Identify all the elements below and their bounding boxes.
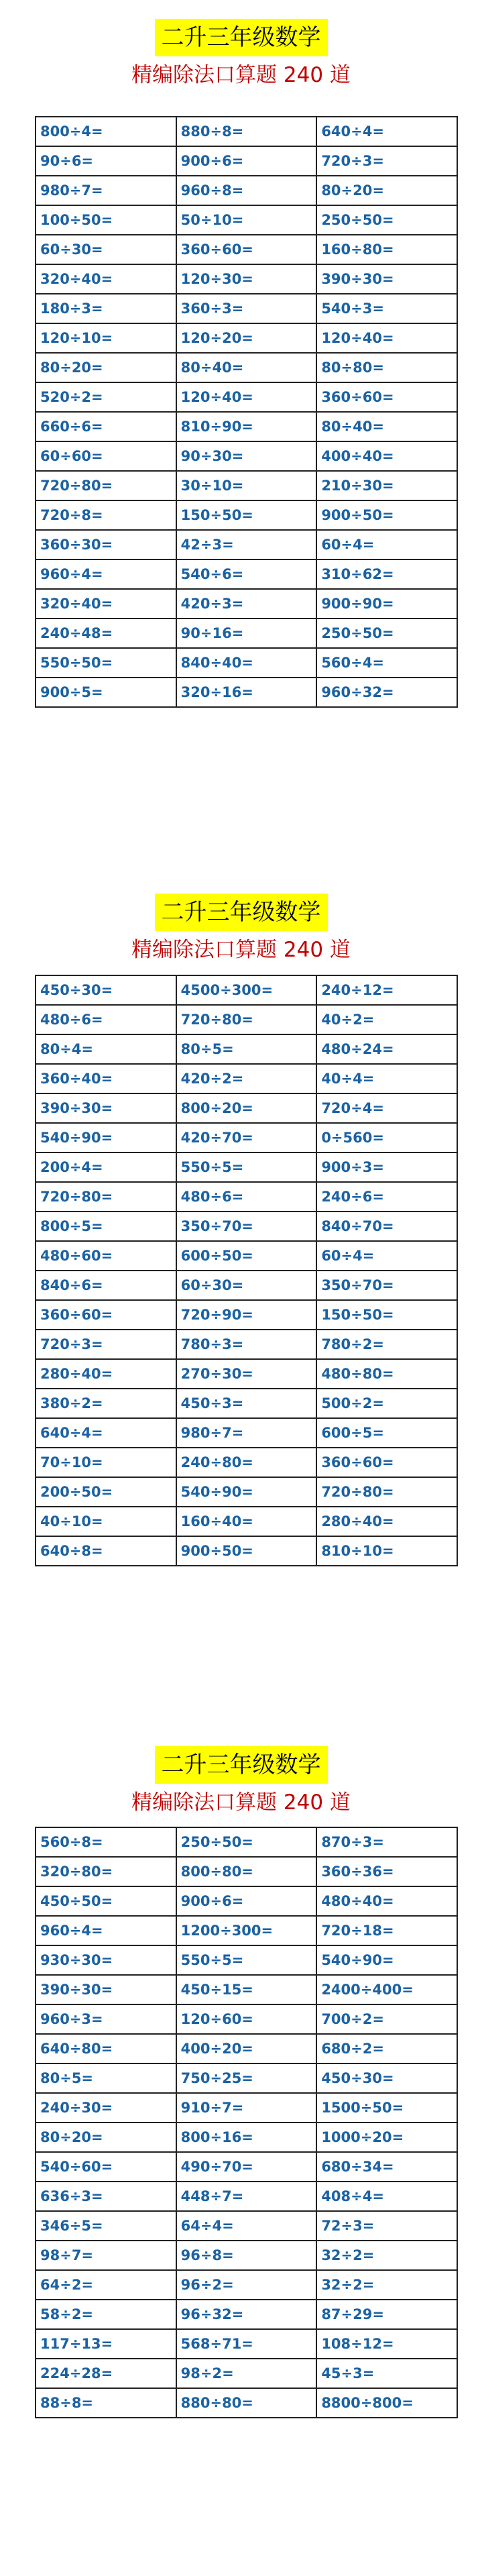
table-row	[36, 2034, 457, 2063]
table-row	[36, 1152, 457, 1182]
problem-cell: 480÷24=	[316, 1034, 457, 1064]
table-row	[36, 1886, 457, 1916]
table-row	[36, 264, 457, 294]
table-row	[36, 1536, 457, 1566]
table-row	[36, 294, 457, 323]
problem-cell: 80÷20=	[36, 353, 176, 382]
problem-cell: 480÷80=	[316, 1359, 457, 1389]
table-row	[36, 1916, 457, 1945]
problem-cell: 900÷6=	[176, 146, 317, 176]
problem-cell: 240÷48=	[36, 619, 176, 648]
table-row	[36, 1975, 457, 2004]
problem-cell: 72÷3=	[316, 2211, 457, 2241]
table-row	[36, 1064, 457, 1093]
worksheet-subtitle: 精编除法口算题 240 道	[131, 1790, 351, 1815]
problem-cell: 780÷3=	[176, 1330, 317, 1359]
problem-cell: 450÷3=	[176, 1389, 317, 1418]
problem-cell: 90÷16=	[176, 619, 317, 648]
problem-cell: 640÷4=	[316, 117, 457, 146]
problem-cell: 640÷4=	[36, 1418, 176, 1448]
table-row	[36, 2329, 457, 2359]
problem-cell: 96÷2=	[176, 2270, 317, 2300]
problem-cell: 810÷90=	[176, 412, 317, 441]
table-row	[36, 2270, 457, 2300]
problem-cell: 320÷40=	[36, 589, 176, 619]
table-row	[36, 146, 457, 176]
problem-cell: 360÷3=	[176, 294, 317, 323]
table-row	[36, 530, 457, 559]
problem-cell: 900÷5=	[36, 678, 176, 707]
problem-cell: 80÷4=	[36, 1034, 176, 1064]
problem-cell: 360÷60=	[316, 1448, 457, 1477]
table-row	[36, 441, 457, 471]
problem-cell: 960÷8=	[176, 176, 317, 205]
problem-cell: 240÷80=	[176, 1448, 317, 1477]
problem-cell: 800÷4=	[36, 117, 176, 146]
problem-cell: 390÷30=	[36, 1093, 176, 1123]
problem-cell: 4500÷300=	[176, 975, 317, 1005]
table-row	[36, 2004, 457, 2034]
problem-cell: 880÷80=	[176, 2388, 317, 2418]
table-row	[36, 1477, 457, 1507]
problem-cell: 960÷3=	[36, 2004, 176, 2034]
problem-cell: 240÷30=	[36, 2093, 176, 2123]
problem-table-3	[35, 1827, 458, 2418]
table-row	[36, 648, 457, 678]
problem-cell: 800÷16=	[176, 2123, 317, 2152]
table-row	[36, 1212, 457, 1241]
problem-cell: 390÷30=	[316, 264, 457, 294]
problem-cell: 108÷12=	[316, 2329, 457, 2359]
problem-cell: 200÷50=	[36, 1477, 176, 1507]
problem-cell: 980÷7=	[176, 1418, 317, 1448]
worksheet-2	[0, 894, 482, 965]
problem-cell: 910÷7=	[176, 2093, 317, 2123]
problem-cell: 800÷80=	[176, 1857, 317, 1886]
problem-cell: 500÷2=	[316, 1389, 457, 1418]
problem-cell: 380÷2=	[36, 1389, 176, 1418]
problem-cell: 64÷2=	[36, 2270, 176, 2300]
table-row	[36, 619, 457, 648]
problem-cell: 30÷10=	[176, 471, 317, 500]
problem-cell: 640÷80=	[36, 2034, 176, 2063]
problem-cell: 1500÷50=	[316, 2093, 457, 2123]
problem-cell: 448÷7=	[176, 2182, 317, 2211]
problem-cell: 390÷30=	[36, 1975, 176, 2004]
worksheet-title: 二升三年级数学	[155, 894, 328, 931]
problem-cell: 420÷2=	[176, 1064, 317, 1093]
problem-cell: 840÷70=	[316, 1212, 457, 1241]
problem-cell: 568÷71=	[176, 2329, 317, 2359]
problem-cell: 360÷60=	[176, 235, 317, 264]
problem-cell: 400÷40=	[316, 441, 457, 471]
problem-cell: 720÷3=	[316, 146, 457, 176]
problem-cell: 60÷4=	[316, 1241, 457, 1271]
problem-cell: 90÷30=	[176, 441, 317, 471]
problem-cell: 420÷70=	[176, 1123, 317, 1152]
problem-cell: 80÷80=	[316, 353, 457, 382]
worksheet-subtitle: 精编除法口算题 240 道	[131, 63, 351, 87]
problem-cell: 550÷50=	[36, 648, 176, 678]
problem-cell: 870÷3=	[316, 1827, 457, 1857]
problem-table-1	[35, 116, 458, 708]
worksheet-title: 二升三年级数学	[155, 1746, 328, 1784]
problem-cell: 120÷60=	[176, 2004, 317, 2034]
problem-cell: 250÷50=	[176, 1827, 317, 1857]
problem-cell: 550÷5=	[176, 1945, 317, 1975]
problem-cell: 1000÷20=	[316, 2123, 457, 2152]
problem-cell: 720÷80=	[36, 471, 176, 500]
problem-cell: 80÷40=	[176, 353, 317, 382]
problem-cell: 540÷60=	[36, 2152, 176, 2182]
problem-cell: 680÷2=	[316, 2034, 457, 2063]
problem-cell: 540÷90=	[176, 1477, 317, 1507]
table-row	[36, 589, 457, 619]
problem-cell: 900÷50=	[316, 500, 457, 530]
problem-cell: 960÷32=	[316, 678, 457, 707]
problem-cell: 550÷5=	[176, 1152, 317, 1182]
table-row	[36, 1093, 457, 1123]
problem-cell: 210÷30=	[316, 471, 457, 500]
problem-cell: 720÷8=	[36, 500, 176, 530]
problem-cell: 87÷29=	[316, 2300, 457, 2329]
problem-cell: 660÷6=	[36, 412, 176, 441]
problem-cell: 80÷20=	[36, 2123, 176, 2152]
problem-cell: 270÷30=	[176, 1359, 317, 1389]
problem-cell: 80÷5=	[176, 1034, 317, 1064]
problem-cell: 120÷10=	[36, 323, 176, 353]
problem-cell: 480÷60=	[36, 1241, 176, 1271]
problem-cell: 150÷50=	[316, 1300, 457, 1330]
table-row	[36, 2359, 457, 2388]
problem-cell: 150÷50=	[176, 500, 317, 530]
problem-cell: 420÷3=	[176, 589, 317, 619]
problem-cell: 320÷80=	[36, 1857, 176, 1886]
problem-cell: 90÷6=	[36, 146, 176, 176]
table-row	[36, 176, 457, 205]
table-row	[36, 1507, 457, 1536]
table-row	[36, 323, 457, 353]
problem-cell: 800÷20=	[176, 1093, 317, 1123]
problem-cell: 350÷70=	[316, 1271, 457, 1300]
table-row	[36, 1418, 457, 1448]
problem-cell: 700÷2=	[316, 2004, 457, 2034]
table-row	[36, 353, 457, 382]
problem-cell: 160÷40=	[176, 1507, 317, 1536]
problem-cell: 636÷3=	[36, 2182, 176, 2211]
table-row	[36, 1271, 457, 1300]
worksheet-3	[0, 1746, 482, 1817]
table-row	[36, 2093, 457, 2123]
table-row	[36, 2123, 457, 2152]
problem-cell: 900÷6=	[176, 1886, 317, 1916]
problem-cell: 80÷40=	[316, 412, 457, 441]
table-row	[36, 1241, 457, 1271]
problem-cell: 900÷90=	[316, 589, 457, 619]
problem-cell: 400÷20=	[176, 2034, 317, 2063]
problem-cell: 810÷10=	[316, 1536, 457, 1566]
problem-cell: 250÷50=	[316, 205, 457, 235]
table-row	[36, 412, 457, 441]
table-row	[36, 2300, 457, 2329]
problem-cell: 64÷4=	[176, 2211, 317, 2241]
problem-cell: 80÷20=	[316, 176, 457, 205]
table-row	[36, 1389, 457, 1418]
problem-cell: 490÷70=	[176, 2152, 317, 2182]
problem-cell: 600÷50=	[176, 1241, 317, 1271]
worksheet-title: 二升三年级数学	[155, 19, 328, 56]
table-row	[36, 1034, 457, 1064]
table-row	[36, 2388, 457, 2418]
table-row	[36, 678, 457, 707]
problem-cell: 120÷40=	[316, 323, 457, 353]
problem-cell: 117÷13=	[36, 2329, 176, 2359]
problem-cell: 408÷4=	[316, 2182, 457, 2211]
table-row	[36, 1359, 457, 1389]
problem-cell: 180÷3=	[36, 294, 176, 323]
problem-cell: 240÷12=	[316, 975, 457, 1005]
problem-cell: 540÷6=	[176, 559, 317, 589]
problem-cell: 240÷6=	[316, 1182, 457, 1212]
table-row	[36, 1182, 457, 1212]
problem-cell: 930÷30=	[36, 1945, 176, 1975]
table-row	[36, 2241, 457, 2270]
problem-cell: 42÷3=	[176, 530, 317, 559]
table-row	[36, 2211, 457, 2241]
problem-cell: 840÷40=	[176, 648, 317, 678]
table-row	[36, 2063, 457, 2093]
problem-cell: 360÷40=	[36, 1064, 176, 1093]
table-row	[36, 2152, 457, 2182]
problem-cell: 32÷2=	[316, 2241, 457, 2270]
problem-cell: 720÷18=	[316, 1916, 457, 1945]
table-row	[36, 559, 457, 589]
problem-cell: 480÷6=	[36, 1005, 176, 1034]
problem-cell: 200÷4=	[36, 1152, 176, 1182]
problem-cell: 560÷8=	[36, 1827, 176, 1857]
problem-cell: 58÷2=	[36, 2300, 176, 2329]
problem-cell: 720÷80=	[176, 1005, 317, 1034]
problem-cell: 480÷6=	[176, 1182, 317, 1212]
problem-cell: 32÷2=	[316, 2270, 457, 2300]
problem-cell: 540÷90=	[36, 1123, 176, 1152]
table-row	[36, 1330, 457, 1359]
table-row	[36, 235, 457, 264]
problem-cell: 224÷28=	[36, 2359, 176, 2388]
problem-cell: 60÷30=	[36, 235, 176, 264]
table-row	[36, 205, 457, 235]
problem-table-2	[35, 975, 458, 1566]
problem-cell: 280÷40=	[36, 1359, 176, 1389]
problem-cell: 960÷4=	[36, 1916, 176, 1945]
problem-cell: 120÷30=	[176, 264, 317, 294]
problem-cell: 98÷7=	[36, 2241, 176, 2270]
problem-cell: 680÷34=	[316, 2152, 457, 2182]
problem-cell: 60÷4=	[316, 530, 457, 559]
problem-cell: 160÷80=	[316, 235, 457, 264]
problem-cell: 98÷2=	[176, 2359, 317, 2388]
table-row	[36, 1448, 457, 1477]
problem-cell: 70÷10=	[36, 1448, 176, 1477]
problem-cell: 720÷80=	[36, 1182, 176, 1212]
worksheet-1	[0, 19, 482, 90]
problem-cell: 80÷5=	[36, 2063, 176, 2093]
problem-cell: 8800÷800=	[316, 2388, 457, 2418]
problem-cell: 540÷90=	[316, 1945, 457, 1975]
problem-cell: 320÷16=	[176, 678, 317, 707]
problem-cell: 320÷40=	[36, 264, 176, 294]
problem-cell: 60÷60=	[36, 441, 176, 471]
problem-cell: 40÷4=	[316, 1064, 457, 1093]
problem-cell: 1200÷300=	[176, 1916, 317, 1945]
worksheet-subtitle: 精编除法口算题 240 道	[131, 938, 351, 962]
problem-cell: 450÷15=	[176, 1975, 317, 2004]
problem-cell: 640÷8=	[36, 1536, 176, 1566]
table-row	[36, 1300, 457, 1330]
problem-cell: 540÷3=	[316, 294, 457, 323]
table-row	[36, 471, 457, 500]
problem-cell: 720÷3=	[36, 1330, 176, 1359]
problem-cell: 720÷80=	[316, 1477, 457, 1507]
table-row	[36, 2182, 457, 2211]
problem-cell: 800÷5=	[36, 1212, 176, 1241]
problem-cell: 96÷32=	[176, 2300, 317, 2329]
problem-cell: 450÷30=	[316, 2063, 457, 2093]
problem-cell: 450÷50=	[36, 1886, 176, 1916]
problem-cell: 980÷7=	[36, 176, 176, 205]
problem-cell: 96÷8=	[176, 2241, 317, 2270]
problem-cell: 120÷40=	[176, 382, 317, 412]
problem-cell: 880÷8=	[176, 117, 317, 146]
table-row	[36, 1123, 457, 1152]
problem-cell: 360÷60=	[316, 382, 457, 412]
table-row	[36, 1005, 457, 1034]
problem-cell: 360÷36=	[316, 1857, 457, 1886]
problem-cell: 450÷30=	[36, 975, 176, 1005]
problem-cell: 750÷25=	[176, 2063, 317, 2093]
problem-cell: 780÷2=	[316, 1330, 457, 1359]
problem-cell: 310÷62=	[316, 559, 457, 589]
table-row	[36, 500, 457, 530]
problem-cell: 560÷4=	[316, 648, 457, 678]
problem-cell: 720÷4=	[316, 1093, 457, 1123]
problem-cell: 360÷60=	[36, 1300, 176, 1330]
problem-cell: 250÷50=	[316, 619, 457, 648]
problem-cell: 40÷10=	[36, 1507, 176, 1536]
table-row	[36, 975, 457, 1005]
problem-cell: 40÷2=	[316, 1005, 457, 1034]
problem-cell: 350÷70=	[176, 1212, 317, 1241]
problem-cell: 60÷30=	[176, 1271, 317, 1300]
table-row	[36, 1945, 457, 1975]
table-row	[36, 382, 457, 412]
problem-cell: 520÷2=	[36, 382, 176, 412]
problem-cell: 280÷40=	[316, 1507, 457, 1536]
problem-cell: 360÷30=	[36, 530, 176, 559]
problem-cell: 88÷8=	[36, 2388, 176, 2418]
problem-cell: 720÷90=	[176, 1300, 317, 1330]
problem-cell: 45÷3=	[316, 2359, 457, 2388]
problem-cell: 2400÷400=	[316, 1975, 457, 2004]
table-row	[36, 1827, 457, 1857]
table-row	[36, 117, 457, 146]
problem-cell: 600÷5=	[316, 1418, 457, 1448]
problem-cell: 0÷560=	[316, 1123, 457, 1152]
problem-cell: 840÷6=	[36, 1271, 176, 1300]
problem-cell: 346÷5=	[36, 2211, 176, 2241]
table-row	[36, 1857, 457, 1886]
problem-cell: 900÷3=	[316, 1152, 457, 1182]
problem-cell: 120÷20=	[176, 323, 317, 353]
problem-cell: 480÷40=	[316, 1886, 457, 1916]
problem-cell: 900÷50=	[176, 1536, 317, 1566]
problem-cell: 50÷10=	[176, 205, 317, 235]
problem-cell: 960÷4=	[36, 559, 176, 589]
problem-cell: 100÷50=	[36, 205, 176, 235]
